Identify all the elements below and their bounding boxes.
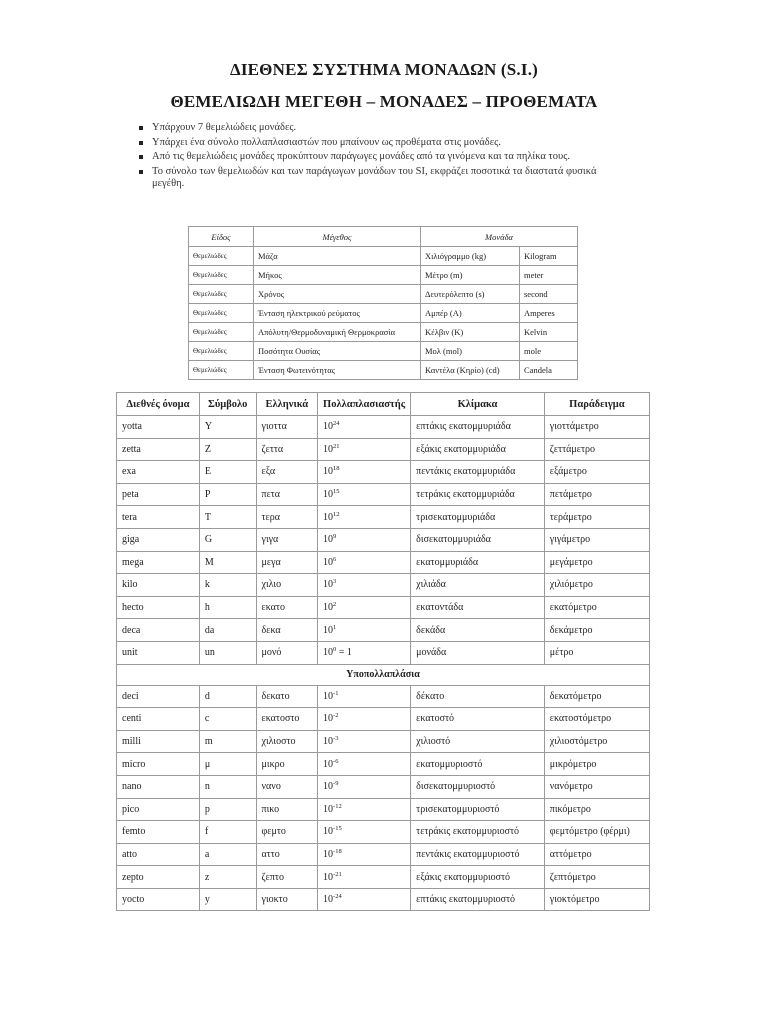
multiplier-exponent: -3 [333, 735, 339, 743]
multiplier-exponent: 2 [333, 601, 337, 609]
header-greek: Ελληνικά [256, 393, 318, 416]
prefix-greek: γιγα [256, 528, 318, 551]
prefix-row [117, 506, 650, 529]
prefix-scale: εξάκις εκατομμυριάδα [411, 438, 545, 461]
unit-quantity: Απόλυτη/Θερμοδυναμική Θερμοκρασία [254, 323, 421, 342]
unit-name-greek: Μέτρο (m) [421, 266, 520, 285]
prefix-row [117, 438, 650, 461]
prefix-row [117, 685, 650, 708]
prefix-scale: τετράκις εκατομμυριάδα [411, 483, 545, 506]
base-units-table [188, 226, 578, 380]
units-body [189, 247, 578, 380]
multiplier-base: 10 [323, 489, 334, 501]
prefix-name: unit [117, 641, 200, 664]
submultiples-header: Υποπολλαπλάσια [117, 664, 650, 685]
multiplier-exponent: 0 [333, 646, 337, 654]
prefix-name: hecto [117, 596, 200, 619]
prefix-row [117, 551, 650, 574]
prefix-example: νανόμετρο [544, 775, 649, 798]
prefix-example: δεκάμετρο [544, 619, 649, 642]
header-international-name: Διεθνές όνομα [117, 393, 200, 416]
prefix-name: mega [117, 551, 200, 574]
prefix-scale: επτάκις εκατομμυριάδα [411, 416, 545, 439]
prefix-example: τεράμετρο [544, 506, 649, 529]
unit-name-greek: Χιλιόγραμμο (kg) [421, 247, 520, 266]
prefix-greek: μονό [256, 641, 318, 664]
prefix-example: χιλιοστόμετρο [544, 730, 649, 753]
prefix-name: kilo [117, 574, 200, 597]
prefix-multiplier [318, 888, 411, 911]
prefix-symbol: k [199, 574, 256, 597]
prefix-example: εκατόμετρο [544, 596, 649, 619]
prefix-greek: χιλιοστο [256, 730, 318, 753]
unit-name-english: meter [520, 266, 578, 285]
unit-name-english: second [520, 285, 578, 304]
prefix-symbol: a [199, 843, 256, 866]
prefix-name: exa [117, 461, 200, 484]
unit-name-english: Amperes [520, 304, 578, 323]
multiplier-base: 10 [323, 713, 334, 725]
prefix-header-row [117, 393, 650, 416]
unit-name-english: mole [520, 342, 578, 361]
prefix-greek: μικρο [256, 753, 318, 776]
prefix-body [117, 416, 650, 911]
prefix-multiplier [318, 551, 411, 574]
prefix-example: δεκατόμετρο [544, 685, 649, 708]
prefix-greek: πικο [256, 798, 318, 821]
unit-kind: Θεμελιώδες [189, 304, 254, 323]
prefix-scale: χιλιοστό [411, 730, 545, 753]
header-quantity: Μέγεθος [254, 227, 421, 247]
prefix-greek: δεκα [256, 619, 318, 642]
units-row [189, 285, 578, 304]
prefix-example: μέτρο [544, 641, 649, 664]
prefix-row [117, 708, 650, 731]
prefix-greek: εκατοστο [256, 708, 318, 731]
prefix-name: centi [117, 708, 200, 731]
prefix-example: εξάμετρο [544, 461, 649, 484]
prefix-greek: εξα [256, 461, 318, 484]
prefix-scale: τρισεκατομμυριοστό [411, 798, 545, 821]
prefix-row [117, 775, 650, 798]
multiplier-base: 10 [323, 443, 334, 455]
prefix-greek: χιλιο [256, 574, 318, 597]
multiplier-exponent: -15 [333, 825, 342, 833]
prefix-symbol: Z [199, 438, 256, 461]
prefix-symbol: n [199, 775, 256, 798]
multiplier-exponent: -12 [333, 802, 342, 810]
prefix-scale: δεκάδα [411, 619, 545, 642]
prefix-scale: δέκατο [411, 685, 545, 708]
units-row [189, 304, 578, 323]
multiplier-exponent: 12 [333, 510, 340, 518]
prefix-greek: εκατο [256, 596, 318, 619]
prefix-greek: γιοκτο [256, 888, 318, 911]
prefix-multiplier [318, 461, 411, 484]
prefix-symbol: P [199, 483, 256, 506]
prefix-name: yocto [117, 888, 200, 911]
prefix-greek: δεκατο [256, 685, 318, 708]
multiplier-exponent: -21 [333, 870, 342, 878]
prefix-example: χιλιόμετρο [544, 574, 649, 597]
header-example: Παράδειγμα [544, 393, 649, 416]
multiplier-base: 10 [323, 556, 334, 568]
bullet-item: Υπάρχει ένα σύνολο πολλαπλασιαστών που μπαίνουν ως προθέματα στις μονάδες. [138, 137, 608, 150]
prefix-example: μεγάμετρο [544, 551, 649, 574]
multiplier-base: 10 [323, 534, 334, 546]
unit-name-english: Candela [520, 361, 578, 380]
prefix-symbol: f [199, 821, 256, 844]
prefix-multiplier [318, 483, 411, 506]
prefix-name: zepto [117, 866, 200, 889]
multiplier-base: 10 [323, 647, 334, 659]
multiplier-base: 10 [323, 894, 334, 906]
multiplier-exponent: 1 [333, 623, 337, 631]
prefix-multiplier [318, 685, 411, 708]
prefix-name: femto [117, 821, 200, 844]
prefix-scale: τετράκις εκατομμυριοστό [411, 821, 545, 844]
intro-bullet-list [138, 122, 608, 193]
prefix-example: ζεττάμετρο [544, 438, 649, 461]
header-symbol: Σύμβολο [199, 393, 256, 416]
prefix-symbol: un [199, 641, 256, 664]
unit-kind: Θεμελιώδες [189, 342, 254, 361]
prefix-multiplier [318, 416, 411, 439]
prefix-scale: επτάκις εκατομμυριοστό [411, 888, 545, 911]
prefix-multiplier [318, 730, 411, 753]
multiplier-exponent: 18 [333, 465, 340, 473]
multiplier-exponent: 3 [333, 578, 337, 586]
prefix-greek: νανο [256, 775, 318, 798]
prefix-greek: ζεττα [256, 438, 318, 461]
bullet-item: Υπάρχουν 7 θεμελιώδεις μονάδες. [138, 122, 608, 135]
prefix-symbol: c [199, 708, 256, 731]
prefix-name: nano [117, 775, 200, 798]
prefix-symbol: E [199, 461, 256, 484]
prefix-symbol: y [199, 888, 256, 911]
prefix-multiplier [318, 506, 411, 529]
unit-quantity: Μάζα [254, 247, 421, 266]
bullet-item: Από τις θεμελιώδεις μονάδες προκύπτουν παράγωγες μονάδες από τα γινόμενα και τα πηλίκα τους. [138, 151, 608, 164]
prefix-scale: εκατομμυριάδα [411, 551, 545, 574]
prefix-name: deci [117, 685, 200, 708]
header-kind: Είδος [189, 227, 254, 247]
multiplier-exponent: -2 [333, 712, 339, 720]
prefix-name: pico [117, 798, 200, 821]
unit-name-greek: Καντέλα (Κηρίο) (cd) [421, 361, 520, 380]
multiplier-exponent: -1 [333, 689, 339, 697]
prefix-symbol: da [199, 619, 256, 642]
unit-name-greek: Αμπέρ (A) [421, 304, 520, 323]
unit-quantity: Ποσότητα Ουσίας [254, 342, 421, 361]
prefix-row [117, 574, 650, 597]
prefix-multiplier [318, 596, 411, 619]
prefix-symbol: p [199, 798, 256, 821]
prefix-name: peta [117, 483, 200, 506]
prefix-row [117, 753, 650, 776]
multiplier-base: 10 [323, 624, 334, 636]
prefix-example: εκατοστόμετρο [544, 708, 649, 731]
multiplier-exponent: 21 [333, 442, 340, 450]
multiplier-base: 10 [323, 848, 334, 860]
prefix-name: micro [117, 753, 200, 776]
prefix-greek: φεμτο [256, 821, 318, 844]
unit-quantity: Ένταση Φωτεινότητας [254, 361, 421, 380]
prefix-multiplier [318, 798, 411, 821]
page-title: ΔΙΕΘΝΕΣ ΣΥΣΤΗΜΑ ΜΟΝΑΔΩΝ (S.I.) [229, 60, 539, 79]
multiplier-base: 10 [323, 579, 334, 591]
prefix-scale: τρισεκατομμυριάδα [411, 506, 545, 529]
bullet-item: Το σύνολο των θεμελιωδών και των παράγωγων μονάδων του SI, εκφράζει ποσοτικά τα διαστατά φυσικά μεγέθη. [138, 166, 608, 191]
units-header-row [189, 227, 578, 247]
header-multiplier: Πολλαπλασιαστής [318, 393, 411, 416]
prefix-greek: πετα [256, 483, 318, 506]
prefix-example: γιοττάμετρο [544, 416, 649, 439]
prefix-name: milli [117, 730, 200, 753]
multiplier-exponent: 24 [333, 420, 340, 428]
prefix-multiplier [318, 619, 411, 642]
prefix-symbol: T [199, 506, 256, 529]
prefix-name: deca [117, 619, 200, 642]
prefix-scale: πεντάκις εκατομμυριάδα [411, 461, 545, 484]
prefix-scale: μονάδα [411, 641, 545, 664]
prefix-multiplier [318, 641, 411, 664]
units-row [189, 266, 578, 285]
prefix-row [117, 416, 650, 439]
prefix-name: atto [117, 843, 200, 866]
prefix-symbol: M [199, 551, 256, 574]
prefix-symbol: d [199, 685, 256, 708]
header-scale: Κλίμακα [411, 393, 545, 416]
multiplier-base: 10 [323, 803, 334, 815]
prefix-symbol: G [199, 528, 256, 551]
prefix-name: tera [117, 506, 200, 529]
prefix-greek: αττο [256, 843, 318, 866]
prefix-row [117, 619, 650, 642]
prefix-symbol: z [199, 866, 256, 889]
prefix-multiplier [318, 821, 411, 844]
multiplier-exponent: 15 [333, 488, 340, 496]
multiplier-base: 10 [323, 758, 334, 770]
prefix-name: yotta [117, 416, 200, 439]
unit-quantity: Χρόνος [254, 285, 421, 304]
multiplier-base: 10 [323, 602, 334, 614]
prefix-scale: πεντάκις εκατομμυριοστό [411, 843, 545, 866]
unit-name-greek: Δευτερόλεπτο (s) [421, 285, 520, 304]
prefix-example: αττόμετρο [544, 843, 649, 866]
prefix-example: ζεπτόμετρο [544, 866, 649, 889]
prefix-name: giga [117, 528, 200, 551]
unit-kind: Θεμελιώδες [189, 266, 254, 285]
unit-quantity: Ένταση ηλεκτρικού ρεύματος [254, 304, 421, 323]
unit-kind: Θεμελιώδες [189, 285, 254, 304]
prefix-row [117, 596, 650, 619]
multiplier-base: 10 [323, 736, 334, 748]
prefix-symbol: Y [199, 416, 256, 439]
unit-name-greek: Κέλβιν (K) [421, 323, 520, 342]
multiplier-base: 10 [323, 871, 334, 883]
prefix-row [117, 798, 650, 821]
unit-name-english: Kelvin [520, 323, 578, 342]
prefix-multiplier [318, 438, 411, 461]
prefix-multiplier [318, 528, 411, 551]
prefix-example: φεμτόμετρο (φέρμι) [544, 821, 649, 844]
multiplier-exponent: -9 [333, 780, 339, 788]
prefix-scale: εξάκις εκατομμυριοστό [411, 866, 545, 889]
prefix-row [117, 483, 650, 506]
prefix-greek: τερα [256, 506, 318, 529]
units-row [189, 323, 578, 342]
prefix-row [117, 888, 650, 911]
prefix-multiplier [318, 708, 411, 731]
units-row [189, 361, 578, 380]
multiplier-base: 10 [323, 466, 334, 478]
prefix-scale: εκατοντάδα [411, 596, 545, 619]
multiplier-base: 10 [323, 421, 334, 433]
prefix-multiplier [318, 866, 411, 889]
prefix-example: γιγάμετρο [544, 528, 649, 551]
page-subtitle: ΘΕΜΕΛΙΩΔΗ ΜΕΓΕΘΗ – ΜΟΝΑΔΕΣ – ΠΡΟΘΕΜΑΤΑ [170, 92, 598, 111]
header-unit: Μονάδα [421, 227, 578, 247]
prefix-row [117, 730, 650, 753]
multiplier-exponent: 9 [333, 533, 337, 541]
prefix-greek: μεγα [256, 551, 318, 574]
prefixes-table [116, 392, 650, 911]
prefix-symbol: μ [199, 753, 256, 776]
prefix-scale: εκατοστό [411, 708, 545, 731]
prefix-greek: ζεπτο [256, 866, 318, 889]
prefix-row [117, 866, 650, 889]
submultiples-header-row [117, 664, 650, 685]
multiplier-base: 10 [323, 511, 334, 523]
prefix-greek: γιοττα [256, 416, 318, 439]
prefix-symbol: h [199, 596, 256, 619]
multiplier-base: 10 [323, 690, 334, 702]
prefix-multiplier [318, 574, 411, 597]
prefix-example: πικόμετρο [544, 798, 649, 821]
prefix-multiplier [318, 775, 411, 798]
prefix-name: zetta [117, 438, 200, 461]
prefix-multiplier [318, 753, 411, 776]
multiplier-exponent: -24 [333, 893, 342, 901]
prefix-scale: δισεκατομμυριοστό [411, 775, 545, 798]
unit-quantity: Μήκος [254, 266, 421, 285]
multiplier-exponent: -18 [333, 847, 342, 855]
unit-kind: Θεμελιώδες [189, 247, 254, 266]
unit-name-greek: Μολ (mol) [421, 342, 520, 361]
prefix-row [117, 528, 650, 551]
prefix-row [117, 641, 650, 664]
unit-name-english: Kilogram [520, 247, 578, 266]
unit-kind: Θεμελιώδες [189, 323, 254, 342]
unit-kind: Θεμελιώδες [189, 361, 254, 380]
prefix-row [117, 461, 650, 484]
units-row [189, 247, 578, 266]
prefix-scale: χιλιάδα [411, 574, 545, 597]
prefix-example: μικρόμετρο [544, 753, 649, 776]
multiplier-suffix: = 1 [336, 647, 352, 659]
prefix-example: γιοκτόμετρο [544, 888, 649, 911]
prefix-row [117, 821, 650, 844]
prefix-scale: δισεκατομμυριάδα [411, 528, 545, 551]
multiplier-base: 10 [323, 781, 334, 793]
units-row [189, 342, 578, 361]
prefix-multiplier [318, 843, 411, 866]
prefix-example: πετάμετρο [544, 483, 649, 506]
multiplier-base: 10 [323, 826, 334, 838]
prefix-scale: εκατομμυριοστό [411, 753, 545, 776]
prefix-row [117, 843, 650, 866]
multiplier-exponent: -6 [333, 757, 339, 765]
multiplier-exponent: 6 [333, 555, 337, 563]
prefix-symbol: m [199, 730, 256, 753]
